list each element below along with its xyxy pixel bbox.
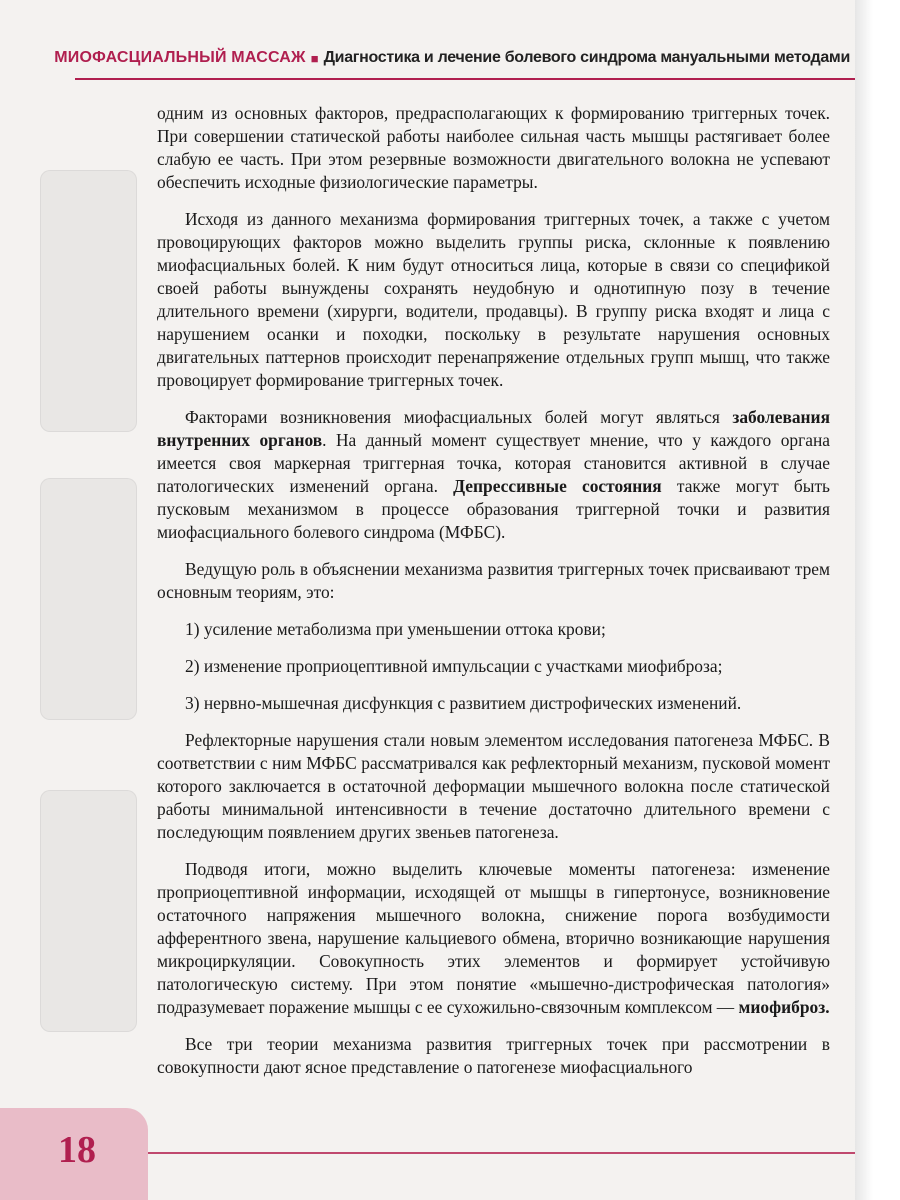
header-subtitle: Диагностика и лечение болевого синдрома мануальными методами — [323, 49, 850, 66]
body-text — [157, 102, 830, 1093]
bold-term: миофиброз. — [738, 997, 830, 1017]
text-run: . На данный момент существует мнение, что у каждого органа имеется своя маркерная триггерная точка, которая становится активной в случае патологических изменений органа. — [157, 430, 830, 496]
footer-rule — [148, 1152, 855, 1154]
bold-term: заболевания внутренних органов — [157, 407, 830, 450]
list-item: 3) нервно-мышечная дисфункция с развитием дистрофических изменений. — [185, 693, 742, 713]
text-run: также могут быть пусковым механизмом в процессе образования триггерной точки и развития миофасциального болевого синдрома (МФБС). — [157, 476, 830, 542]
running-header — [54, 44, 850, 72]
text-run: Подводя итоги, можно выделить ключевые моменты патогенеза: изменение проприоцептивной информации, исходящей от мышцы в гипертонусе, возникновение остаточного напряжения мышечного волокна, снижение порога возбудимости афферентного звена, нарушение кальциевого обмена, вторично возникающие нарушения микроциркуляции. Совокупность этих элементов и формирует устойчивую патологическую систему. При этом понятие «мышечно-дистрофическая патология» подразумевает поражение мышцы с ее сухожильно-связочным комплексом — — [157, 859, 830, 1017]
page-number: 18 — [58, 1129, 96, 1171]
paragraph: Все три теории механизма развития триггерных точек при рассмотрении в совокупности дают ясное представление о патогенезе миофасциального — [157, 1034, 830, 1077]
paragraph: Рефлекторные нарушения стали новым элементом исследования патогенеза МФБС. В соответствии с ним МФБС рассматривался как рефлекторный механизм, пусковой момент которого заключается в остаточной деформации мышечного волокна после статической работы минимальной интенсивности в течение достаточно длительного времени с последующим появлением других звеньев патогенеза. — [157, 730, 830, 842]
page-edge — [855, 0, 900, 1200]
paragraph — [157, 406, 830, 544]
paragraph: Исходя из данного механизма формирования триггерных точек, а также с учетом провоцирующих факторов можно выделить группы риска, склонные к появлению миофасциальных болей. К ним будут относиться лица, которые в связи со спецификой своей работы вынуждены сохранять неудобную и однотипную позу в течение длительного времени (хирурги, водители, продавцы). В группу риска входят и лица с нарушением осанки и походки, поскольку в результате нарушения основных двигательных паттернов происходит перенапряжение отдельных групп мышц, что также провоцирует формирование триггерных точек. — [157, 209, 830, 390]
bold-term: Депрессивные состояния — [453, 476, 662, 496]
paragraph: Ведущую роль в объяснении механизма развития триггерных точек присваивают трем основным теориям, это: — [157, 559, 830, 602]
show-through-tab — [40, 790, 137, 1032]
show-through-tab — [40, 478, 137, 720]
header-rule — [75, 78, 855, 80]
list-item: 2) изменение проприоцептивной импульсации с участками миофиброза; — [185, 656, 723, 676]
text-run: Факторами возникновения миофасциальных болей могут являться — [185, 407, 733, 427]
paragraph: одним из основных факторов, предрасполагающих к формированию триггерных точек. При совершении статической работы наиболее сильная часть мышцы растягивает более слабую ее часть. При этом резервные возможности двигательного волокна не успевают обеспечить исходные физиологические параметры. — [157, 103, 830, 192]
paragraph — [157, 858, 830, 1019]
header-brand: МИОФАСЦИАЛЬНЫЙ МАССАЖ — [54, 49, 306, 66]
header-separator-icon: ■ — [310, 50, 319, 66]
list-item: 1) усиление метаболизма при уменьшении оттока крови; — [185, 619, 606, 639]
show-through-tab — [40, 170, 137, 432]
